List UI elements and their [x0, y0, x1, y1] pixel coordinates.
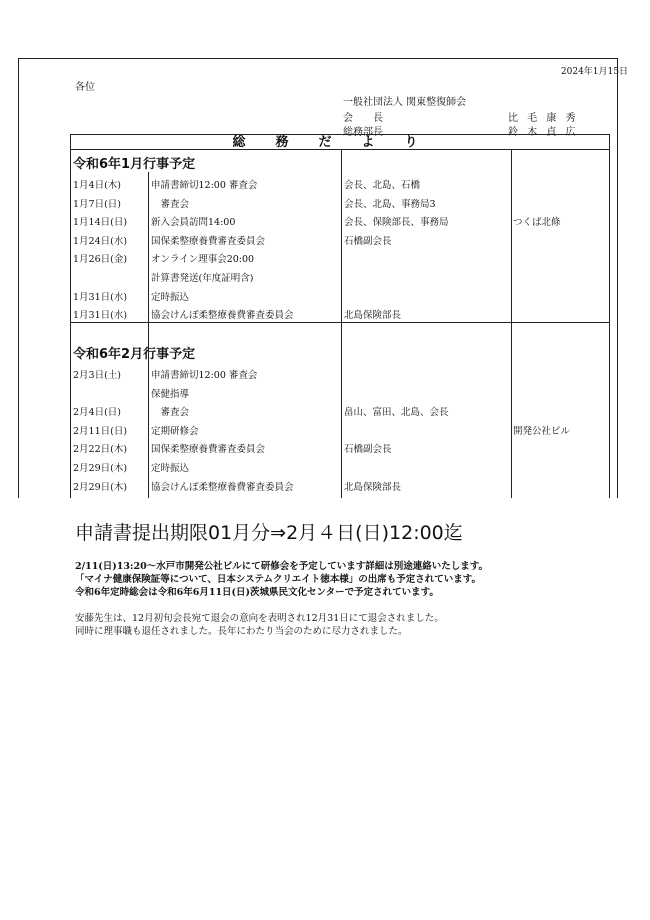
january-title: 令和6年1月行事予定 — [73, 157, 196, 172]
schedule-event: 計算書発送(年度証明含) — [151, 273, 254, 284]
schedule-date: 1月4日(木) — [73, 180, 122, 191]
schedule-row — [71, 438, 611, 456]
schedule-event: 協会けんぽ柔整療養費審査委員会 — [151, 310, 294, 322]
schedule-event: 審査会 — [151, 198, 190, 210]
schedule-date: 1月26日(金) — [73, 254, 128, 266]
schedule-date: 1月31日(水) — [73, 310, 128, 322]
schedule-date: 1月7日(日) — [73, 198, 122, 210]
schedule-row — [71, 476, 611, 494]
schedule-date: 1月31日(水) — [73, 291, 128, 303]
notice-line: 令和6年定時総会は令和6年6月11日(日)茨城県民文化センターで予定されています。 — [75, 587, 439, 598]
schedule-date: 2月3日(土) — [73, 370, 122, 381]
issue-date: 2024年1月15日 — [560, 67, 628, 77]
addressee: 各位 — [75, 82, 95, 93]
schedule-attendees: 会長、北島、事務局3 — [344, 198, 436, 210]
schedule-location: 開発公社ビル — [513, 425, 571, 437]
name-president: 比 毛 康 秀 — [508, 113, 579, 124]
announcement-line: 安藤先生は、12月初旬会長宛て退会の意向を表明され12月31日にて退会されました。 — [75, 613, 444, 624]
organization-name: 一般社団法人 関東整復師会 — [343, 97, 467, 108]
schedule-event: 定時振込 — [151, 463, 190, 474]
february-title: 令和6年2月行事予定 — [73, 347, 196, 362]
schedule-location: つくば北條 — [513, 217, 561, 229]
schedule-date: 2月11日(日) — [73, 425, 128, 437]
february-schedule-table — [70, 322, 610, 498]
schedule-attendees: 石橋副会長 — [344, 235, 392, 247]
newsletter-banner: 総務だより — [70, 134, 610, 150]
notice-line: 「マイナ健康保険証等について、日本システムクリエイト徳本様」の出席も予定されています。 — [75, 574, 482, 585]
role-general-affairs: 総務部長 — [343, 127, 383, 138]
schedule-row — [71, 420, 611, 438]
schedule-row — [71, 304, 611, 322]
schedule-event: 国保柔整療養費審査委員会 — [151, 235, 266, 247]
schedule-event: 申請書締切12:00 審査会 — [151, 370, 258, 381]
name-general-affairs: 鈴 木 貞 広 — [508, 127, 579, 138]
schedule-row — [71, 457, 611, 475]
notice-line: 2/11(日)13:20～水戸市開発公社ビルにて研修会を予定しています詳細は別途連絡いたします。 — [75, 561, 488, 572]
schedule-date: 2月29日(木) — [73, 463, 128, 474]
schedule-attendees: 北島保険部長 — [344, 481, 402, 493]
schedule-row — [71, 364, 611, 382]
schedule-row — [71, 211, 611, 229]
schedule-attendees: 石橋副会長 — [344, 444, 392, 456]
schedule-date: 2月22日(木) — [73, 444, 128, 456]
schedule-row — [71, 286, 611, 304]
notice-block — [75, 560, 488, 599]
schedule-attendees: 畠山、富田、北島、会長 — [344, 407, 449, 419]
schedule-row — [71, 230, 611, 248]
schedule-row — [71, 193, 611, 211]
role-president: 会 長 — [343, 113, 383, 124]
schedule-row — [71, 383, 611, 401]
schedule-attendees: 会長、保険部長、事務局 — [344, 217, 449, 229]
announcement-line: 同時に理事職も退任されました。長年にわたり当会のために尽力されました。 — [75, 626, 408, 637]
schedule-event: 定時振込 — [151, 291, 190, 303]
schedule-row — [71, 174, 611, 192]
schedule-attendees: 会長、北島、石橋 — [344, 180, 421, 191]
schedule-row — [71, 267, 611, 285]
schedule-attendees: 北島保険部長 — [344, 310, 402, 322]
schedule-event: 定期研修会 — [151, 425, 199, 437]
schedule-row — [71, 401, 611, 419]
schedule-event: オンライン理事会20:00 — [151, 254, 255, 266]
submission-deadline: 申請書提出期限01月分⇒2月４日(日)12:00迄 — [75, 522, 463, 544]
schedule-event: 申請書締切12:00 審査会 — [151, 180, 258, 191]
schedule-event: 新入会員訪問14:00 — [151, 217, 236, 229]
announcement-block — [75, 612, 444, 638]
schedule-event: 保健指導 — [151, 388, 190, 400]
schedule-row — [71, 248, 611, 266]
schedule-event: 審査会 — [151, 407, 190, 419]
schedule-date: 1月24日(水) — [73, 235, 128, 247]
january-schedule-table — [70, 149, 610, 323]
schedule-date: 2月4日(日) — [73, 407, 122, 419]
schedule-event: 協会けんぽ柔整療養費審査委員会 — [151, 481, 294, 493]
schedule-date: 1月14日(日) — [73, 217, 128, 229]
schedule-date: 2月29日(木) — [73, 481, 128, 493]
schedule-event: 国保柔整療養費審査委員会 — [151, 444, 266, 456]
